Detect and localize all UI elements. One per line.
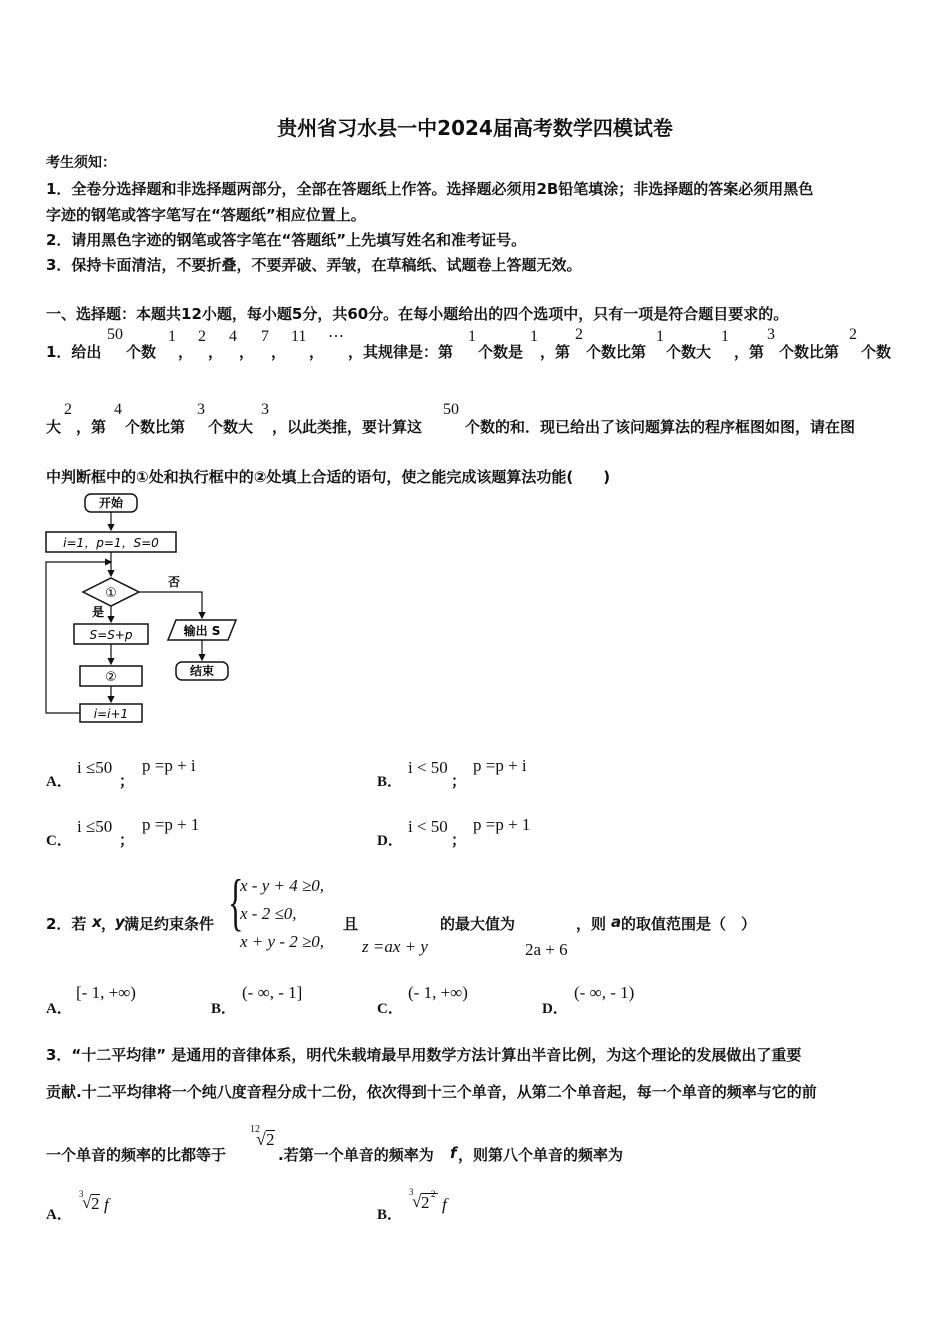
q3-var-f: f xyxy=(450,1144,457,1162)
option-var: f xyxy=(442,1195,447,1214)
option-separator: ； xyxy=(451,772,467,790)
root-sign: √ xyxy=(412,1192,422,1211)
q3-root-base: 2 xyxy=(266,1130,275,1149)
q1-text: 个数大 xyxy=(208,418,254,436)
q2-text: ，则 xyxy=(576,915,607,933)
q1-text: 个数比第 xyxy=(125,418,186,436)
q2-text: 满足约束条件 xyxy=(124,915,215,933)
q1-text: 个数大 xyxy=(666,343,712,361)
q1-value: 2 xyxy=(64,401,72,418)
q1-value: 4 xyxy=(114,401,122,418)
q3-root-index: 12 xyxy=(250,1124,260,1135)
option-label: C． xyxy=(46,833,72,849)
q1-text: ，其规律是：第 xyxy=(348,343,454,361)
q1-value: 3 xyxy=(261,401,269,418)
root-sign: √ xyxy=(82,1193,92,1212)
option-condition: i < 50 xyxy=(408,817,448,836)
q1-count: 50 xyxy=(107,326,123,343)
page-title: 贵州省习水县一中2024届高考数学四模试卷 xyxy=(277,116,673,140)
q2-objective: z =ax + y xyxy=(362,937,428,956)
q1-text: 大 xyxy=(46,418,62,436)
flow-step2-label: ② xyxy=(105,670,117,685)
q1-text: 个数是 xyxy=(478,343,524,361)
q1-text: 个数 xyxy=(126,343,157,361)
q3-root-sign: √ xyxy=(256,1129,266,1149)
q3-text: 一个单音的频率的比都等于 xyxy=(46,1146,227,1164)
option-statement: p =p + 1 xyxy=(142,815,200,834)
q1-comma: ， xyxy=(208,343,224,361)
root-base: 2 xyxy=(91,1194,100,1213)
q1-seq-term: 1 xyxy=(168,328,176,345)
q1-value: 1 xyxy=(468,328,476,345)
notice-line-3: 3．保持卡面清洁，不要折叠，不要弄破、弄皱，在草稿纸、试题卷上答题无效。 xyxy=(46,256,582,274)
flow-arrow xyxy=(139,592,202,618)
q1-text: ，第 xyxy=(76,418,107,436)
q2-constraint: x - y + 4 ≥0, xyxy=(240,876,325,895)
option-separator: ； xyxy=(451,831,467,849)
q1-value: 1 xyxy=(530,328,538,345)
option-separator: ； xyxy=(119,831,135,849)
notice-line-2: 2．请用黑色字迹的钢笔或答字笔在“答题纸”上先填写姓名和准考证号。 xyxy=(46,231,527,249)
q1-text: 1．给出 xyxy=(46,343,102,361)
q1-seq-term: 2 xyxy=(198,328,206,345)
q1-text: 个数 xyxy=(861,343,892,361)
q2-comma: ， xyxy=(101,915,117,933)
q2-constraint: x - 2 ≤0, xyxy=(240,904,297,923)
q3-text: ，则第八个单音的频率为 xyxy=(458,1146,624,1164)
option-label: B． xyxy=(211,1001,237,1017)
flow-end-label: 结束 xyxy=(189,664,215,678)
q1-value: 1 xyxy=(721,328,729,345)
option-label: A． xyxy=(46,1207,72,1223)
option-condition: i ≤50 xyxy=(77,758,113,777)
q1-text: 个数比第 xyxy=(586,343,647,361)
q1-value: 2 xyxy=(849,326,857,343)
notice-line-1b: 字迹的钢笔或答字笔写在“答题纸”相应位置上。 xyxy=(46,206,366,224)
option-label: B． xyxy=(377,774,403,790)
q1-text: ，第 xyxy=(734,343,765,361)
option-label: A． xyxy=(46,1001,72,1017)
q1-ellipsis: ⋯ xyxy=(328,328,344,345)
q2-var-y: y xyxy=(115,913,125,931)
q1-text: 中判断框中的①处和执行框中的②处填上合适的语句，使之能完成该题算法功能( ) xyxy=(46,468,611,486)
q3-line-2: 贡献.十二平均律将一个纯八度音程分成十二份，依次得到十三个单音，从第二个单音起，每一个单音的频率与它的前 xyxy=(46,1083,817,1101)
q2-constraint: x + y - 2 ≥0, xyxy=(240,932,325,951)
flow-start-label: 开始 xyxy=(98,496,124,510)
q2-text: 的最大值为 xyxy=(440,915,516,933)
q1-seq-term: 4 xyxy=(229,328,237,345)
option-statement: p =p + i xyxy=(473,756,527,775)
option-label: B． xyxy=(377,1207,403,1223)
q1-value: 3 xyxy=(197,401,205,418)
q1-text: ，以此类推，要计算这 xyxy=(272,418,423,436)
flow-output-label: 输出 S xyxy=(183,624,221,638)
q1-value: 2 xyxy=(575,326,583,343)
option-value: [- 1, +∞) xyxy=(76,983,136,1002)
flow-decision-label: ① xyxy=(105,586,117,601)
option-statement: p =p + 1 xyxy=(473,815,531,834)
notice-line-1a: 1．全卷分选择题和非选择题两部分，全部在答题纸上作答。选择题必须用2B铅笔填涂；非选择题的答案必须用黑色 xyxy=(46,180,814,198)
option-label: D． xyxy=(542,1001,568,1017)
option-statement: p =p + i xyxy=(142,756,196,775)
q1-seq-term: 11 xyxy=(291,328,307,345)
option-condition: i ≤50 xyxy=(77,817,113,836)
q1-comma: ， xyxy=(178,343,194,361)
flow-yes-label: 是 xyxy=(91,605,105,619)
q1-value: 3 xyxy=(767,326,775,343)
q1-count: 50 xyxy=(443,401,459,418)
q2-max-value: 2a + 6 xyxy=(525,940,568,959)
option-condition: i < 50 xyxy=(408,758,448,777)
q1-text: ，第 xyxy=(540,343,571,361)
flow-no-label: 否 xyxy=(167,575,181,589)
q2-text: 的取值范围是（ ） xyxy=(621,915,757,933)
flow-init-label: i=1，p=1，S=0 xyxy=(63,536,159,550)
option-label: C． xyxy=(377,1001,403,1017)
root-exponent: 2 xyxy=(431,1189,436,1199)
option-label: D． xyxy=(377,833,403,849)
root-base: 2 xyxy=(421,1193,438,1212)
q2-var-x: x xyxy=(92,913,102,931)
q1-text: 个数的和．现已给出了该问题算法的程序框图如图，请在图 xyxy=(465,418,856,436)
flowchart xyxy=(40,490,240,730)
q2-text: 且 xyxy=(343,915,359,933)
option-value: (- 1, +∞) xyxy=(408,983,468,1002)
flow-sum-label: S=S+p xyxy=(89,628,133,642)
root-index: 3 xyxy=(79,1189,84,1199)
option-value: (- ∞, - 1) xyxy=(574,983,635,1002)
q2-constraint-brace: { xyxy=(228,866,244,937)
q3-line-1: 3．“十二平均律” 是通用的音律体系，明代朱载堉最早用数学方法计算出半音比例，为这个理论的发展做出了重要 xyxy=(46,1046,802,1064)
q2-var-a: a xyxy=(611,913,622,931)
option-value: (- ∞, - 1] xyxy=(242,983,303,1002)
section-heading: 一、选择题：本题共12小题，每小题5分，共60分。在每小题给出的四个选项中，只有一项是符合题目要求的。 xyxy=(46,305,789,323)
q1-text: 个数比第 xyxy=(779,343,840,361)
q3-text: .若第一个单音的频率为 xyxy=(278,1146,434,1164)
q1-seq-term: 7 xyxy=(261,328,269,345)
q1-comma: ， xyxy=(239,343,255,361)
option-var: f xyxy=(104,1195,109,1214)
q2-text: 2．若 xyxy=(46,915,87,933)
option-separator: ； xyxy=(119,772,135,790)
q1-comma: ， xyxy=(309,343,325,361)
q1-value: 1 xyxy=(656,328,664,345)
q1-comma: ， xyxy=(271,343,287,361)
option-label: A． xyxy=(46,774,72,790)
notice-heading: 考生须知： xyxy=(46,155,116,171)
root-index: 3 xyxy=(409,1187,414,1197)
flow-incr-label: i=i+1 xyxy=(93,707,129,721)
